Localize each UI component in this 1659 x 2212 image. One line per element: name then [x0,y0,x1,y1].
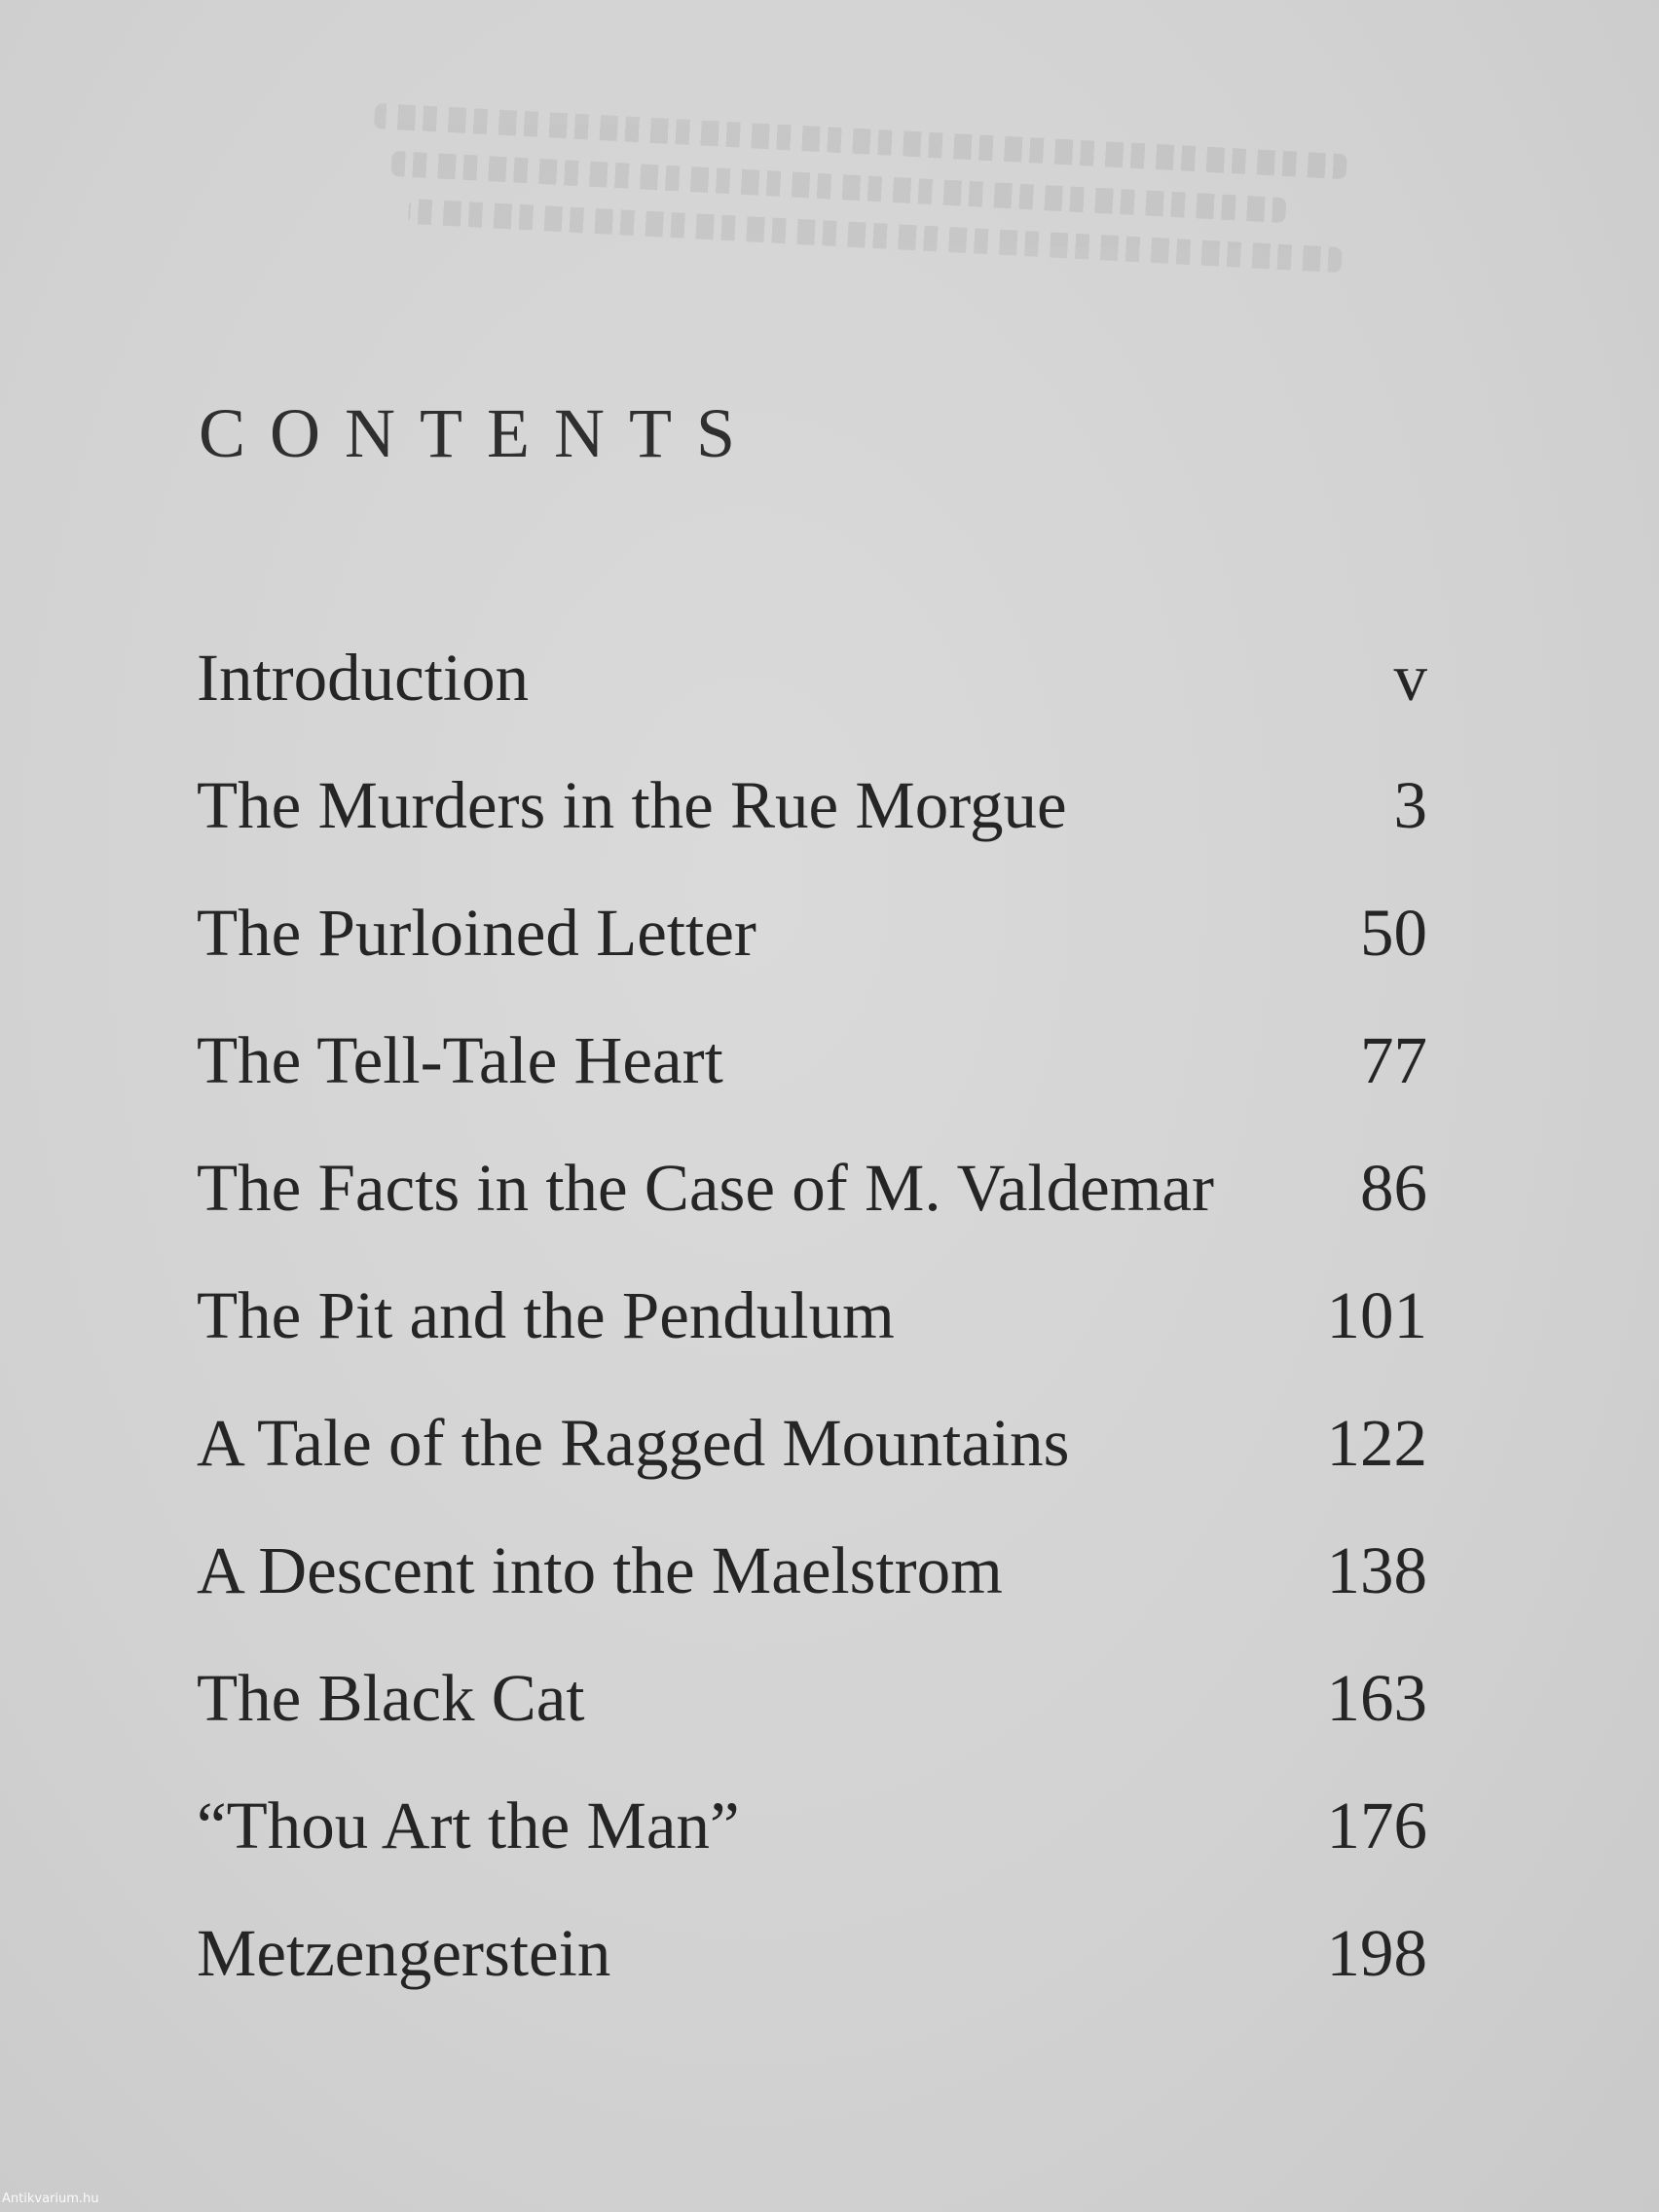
toc-entry-maelstrom [197,1516,1427,1643]
show-through-text [365,82,1348,347]
toc-entry-page: 101 [1326,1278,1427,1352]
toc-entry-purloined-letter [197,878,1427,1006]
toc-entry-title: Introduction [197,641,530,715]
toc-entry-title: The Purloined Letter [197,896,756,970]
toc-entry-title: “Thou Art the Man” [197,1788,740,1862]
toc-entry-tell-tale-heart [197,1006,1427,1133]
toc-entry-title: The Tell-Tale Heart [197,1023,723,1097]
toc-entry-ragged-mountains [197,1388,1427,1516]
toc-entry-page: 198 [1326,1916,1427,1990]
toc-entry-page: 3 [1393,768,1427,842]
toc-entry-title: A Tale of the Ragged Mountains [197,1406,1070,1480]
toc-entry-title: The Pit and the Pendulum [197,1278,895,1352]
toc-entry-metzengerstein [197,1899,1427,2026]
watermark-text: Antikvarium.hu [2,2192,99,2206]
toc-entry-page: 77 [1360,1023,1427,1097]
toc-entry-black-cat [197,1643,1427,1771]
toc-entry-pit-and-pendulum [197,1261,1427,1388]
toc-entry-title: The Black Cat [197,1661,585,1735]
toc-entry-valdemar [197,1133,1427,1261]
toc-entry-page: 138 [1326,1533,1427,1607]
toc-entry-title: Metzengerstein [197,1916,611,1990]
toc-entry-page: 122 [1326,1406,1427,1480]
toc-entry-page: v [1393,641,1427,715]
toc-entry-rue-morgue [197,751,1427,878]
toc-entry-thou-art-the-man [197,1771,1427,1899]
toc-entry-title: The Facts in the Case of M. Valdemar [197,1151,1214,1225]
toc-entry-page: 163 [1326,1661,1427,1735]
toc-entry-page: 86 [1360,1151,1427,1225]
toc-entry-introduction [197,623,1427,751]
toc-entry-title: A Descent into the Maelstrom [197,1533,1003,1607]
contents-heading: CONTENTS [199,394,759,472]
table-of-contents [197,623,1427,2026]
toc-entry-page: 176 [1326,1788,1427,1862]
toc-entry-page: 50 [1360,896,1427,970]
toc-entry-title: The Murders in the Rue Morgue [197,768,1067,842]
